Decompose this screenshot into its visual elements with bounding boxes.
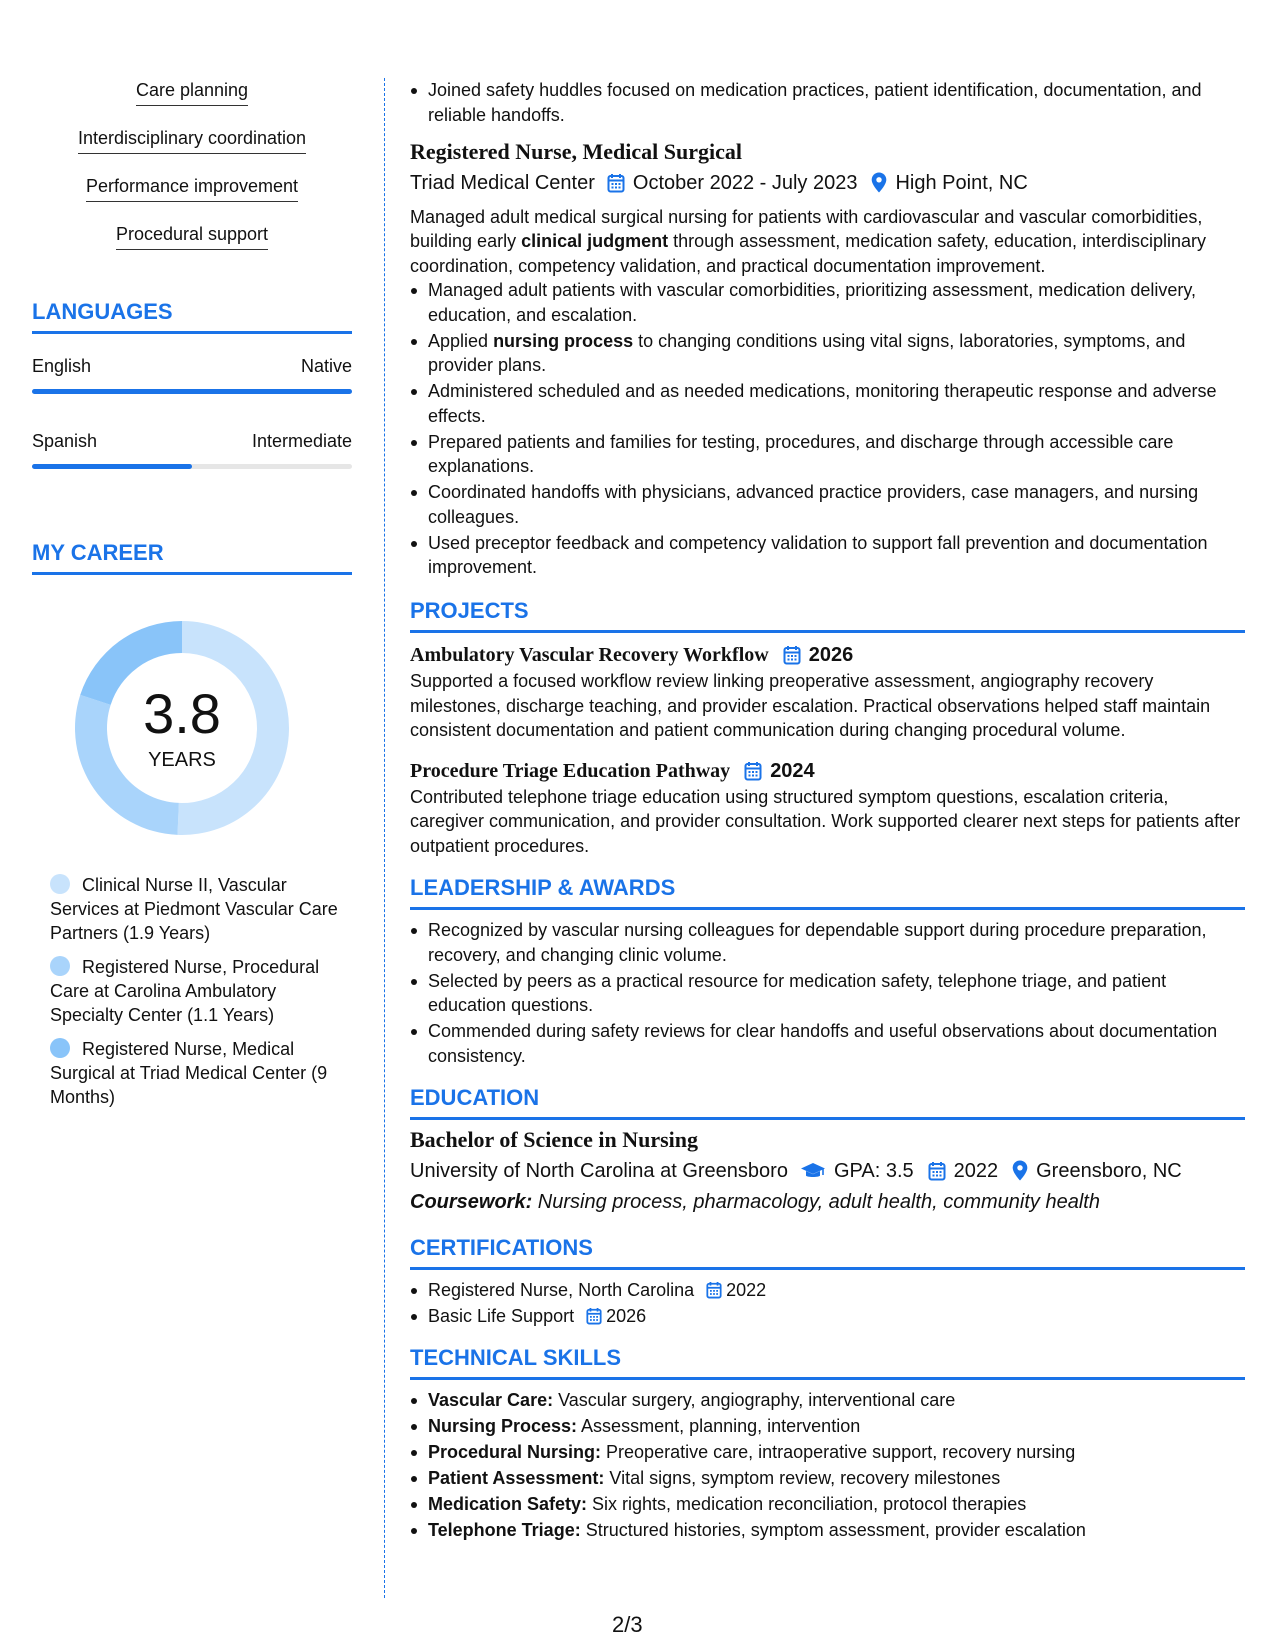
job-employer: Triad Medical Center: [410, 171, 595, 194]
list-item: Managed adult patients with vascular comorbidities, prioritizing assessment, medication delivery, education, and escalation.: [410, 278, 1245, 327]
legend-dot-icon: [50, 1038, 70, 1058]
list-item: Coordinated handoffs with physicians, advanced practice providers, case managers, and nursing colleagues.: [410, 480, 1245, 529]
education-heading: EDUCATION: [410, 1084, 1245, 1120]
certification-year: 2022: [726, 1279, 767, 1300]
language-item: [32, 354, 352, 394]
skill-tags: [32, 78, 352, 250]
list-item: Prepared patients and families for testing, procedures, and discharge through accessible care explanations.: [410, 430, 1245, 479]
gpa: GPA: 3.5: [833, 1159, 914, 1182]
career-label: Clinical Nurse II, Vascular Services at Piedmont Vascular Care Partners (1.9 Years): [50, 875, 338, 943]
project-title: Ambulatory Vascular Recovery Workflow: [410, 644, 769, 666]
language-level: Intermediate: [251, 431, 352, 451]
project-year: 2026: [808, 644, 854, 666]
career-item: [50, 873, 340, 945]
graduation-year: 2022: [953, 1159, 999, 1182]
project-title-row: [410, 757, 1245, 785]
certifications-list: [410, 1278, 1245, 1329]
education-meta: [410, 1157, 1245, 1185]
degree-title: Bachelor of Science in Nursing: [410, 1126, 699, 1152]
job-location: High Point, NC: [895, 171, 1028, 194]
legend-dot-icon: [50, 956, 70, 976]
project-description: Contributed telephone triage education using structured symptom questions, escalation criteria, caregiver communication, and provider consultation. Work supported clearer next steps for patients after outpatient procedures.: [410, 786, 1241, 856]
legend-dot-icon: [50, 874, 70, 894]
language-bar: [32, 389, 352, 394]
skill-tag: Care planning: [136, 78, 248, 106]
list-item: Selected by peers as a practical resource for medication safety, telephone triage, and patient education questions.: [410, 969, 1245, 1018]
career-label: Registered Nurse, Medical Surgical at Triad Medical Center (9 Months): [50, 1039, 328, 1107]
list-item: Patient Assessment: Vital signs, symptom review, recovery milestones: [410, 1466, 1245, 1491]
location-pin-icon: [871, 172, 887, 193]
calendar-icon: [928, 1161, 946, 1181]
list-item: Recognized by vascular nursing colleagues for dependable support during procedure preparation, recovery, and changing clinic volume.: [410, 918, 1245, 967]
school-location: Greensboro, NC: [1036, 1159, 1182, 1182]
list-item: Used preceptor feedback and competency validation to support fall prevention and documentation improvement.: [410, 531, 1245, 580]
technical-skills-heading: TECHNICAL SKILLS: [410, 1344, 1245, 1380]
skill-tag: Procedural support: [116, 222, 268, 250]
language-bar-fill: [32, 464, 192, 469]
sidebar: [32, 78, 352, 1119]
list-item: Administered scheduled and as needed medications, monitoring therapeutic response and adverse effects.: [410, 379, 1245, 428]
career-donut: [67, 613, 297, 843]
job-bullets: [410, 278, 1245, 580]
main-content: [410, 78, 1245, 1544]
career-list: [50, 873, 340, 1109]
job-summary: Managed adult medical surgical nursing for patients with cardiovascular and vascular comorbidities, building early clinical judgment through assessment, medication safety, education, interdisciplinary coordination, competency validation, and practical documentation improvement.: [410, 206, 1207, 276]
list-item: Commended during safety reviews for clear handoffs and useful observations about documentation consistency.: [410, 1019, 1245, 1068]
coursework: Coursework: Nursing process, pharmacology, adult health, community health: [410, 1190, 1100, 1213]
certifications-heading: CERTIFICATIONS: [410, 1234, 1245, 1270]
certification-year: 2026: [606, 1305, 647, 1326]
projects-heading: PROJECTS: [410, 597, 1245, 633]
calendar-icon: [783, 645, 801, 665]
job-dates: October 2022 - July 2023: [632, 171, 858, 194]
certification-name: Registered Nurse, North Carolina: [428, 1279, 695, 1300]
school-name: University of North Carolina at Greensboro: [410, 1159, 788, 1182]
list-item: Telephone Triage: Structured histories, symptom assessment, provider escalation: [410, 1518, 1245, 1543]
calendar-icon: [706, 1281, 722, 1299]
list-item: Medication Safety: Six rights, medication reconciliation, protocol therapies: [410, 1492, 1245, 1517]
leadership-list: [410, 918, 1245, 1068]
career-unit: YEARS: [148, 749, 216, 771]
calendar-icon: [744, 761, 762, 781]
language-bar-fill: [32, 389, 352, 394]
job-title: Registered Nurse, Medical Surgical: [410, 138, 742, 164]
career-item: [50, 1037, 340, 1109]
language-level: Native: [300, 356, 352, 376]
location-pin-icon: [1012, 1160, 1028, 1181]
list-item: Vascular Care: Vascular surgery, angiography, interventional care: [410, 1388, 1245, 1413]
list-item: [410, 1304, 1245, 1329]
list-item: Procedural Nursing: Preoperative care, intraoperative support, recovery nursing: [410, 1440, 1245, 1465]
project-year: 2024: [770, 759, 815, 782]
project-description: Supported a focused workflow review linking preoperative assessment, angiography recovery milestones, discharge teaching, and provider escalation. Practical observations helped staff maintain consistent documentation and patient communication during changing procedural volume.: [410, 671, 1211, 740]
graduation-cap-icon: [800, 1162, 826, 1180]
career-heading: MY CAREER: [32, 539, 352, 575]
skill-tag: Interdisciplinary coordination: [78, 126, 306, 154]
career-item: [50, 955, 340, 1027]
list-item: Applied nursing process to changing conditions using vital signs, laboratories, symptoms, and provider plans.: [410, 329, 1245, 378]
career-total: 3.8: [143, 682, 221, 745]
list-item: Nursing Process: Assessment, planning, intervention: [410, 1414, 1245, 1439]
language-bar: [32, 464, 352, 469]
project-title-row: [410, 641, 1245, 669]
technical-skills-list: [410, 1388, 1245, 1543]
calendar-icon: [586, 1307, 602, 1325]
list-item: Joined safety huddles focused on medication practices, patient identification, documentation, and reliable handoffs.: [410, 78, 1245, 127]
leadership-heading: LEADERSHIP & AWARDS: [410, 874, 1245, 910]
skill-tag: Performance improvement: [86, 174, 298, 202]
page-number: 2/3: [612, 1612, 643, 1637]
project-title: Procedure Triage Education Pathway: [410, 759, 731, 782]
job-meta: [410, 169, 1245, 197]
language-item: [32, 429, 352, 469]
career-label: Registered Nurse, Procedural Care at Carolina Ambulatory Specialty Center (1.1 Years): [50, 957, 320, 1025]
certification-name: Basic Life Support: [428, 1305, 575, 1326]
calendar-icon: [607, 173, 625, 193]
language-name: English: [32, 356, 92, 376]
language-name: Spanish: [32, 431, 98, 451]
column-divider: [384, 78, 385, 1598]
list-item: [410, 1278, 1245, 1303]
experience-continued-bullets: [410, 78, 1245, 127]
languages-heading: LANGUAGES: [32, 298, 352, 334]
